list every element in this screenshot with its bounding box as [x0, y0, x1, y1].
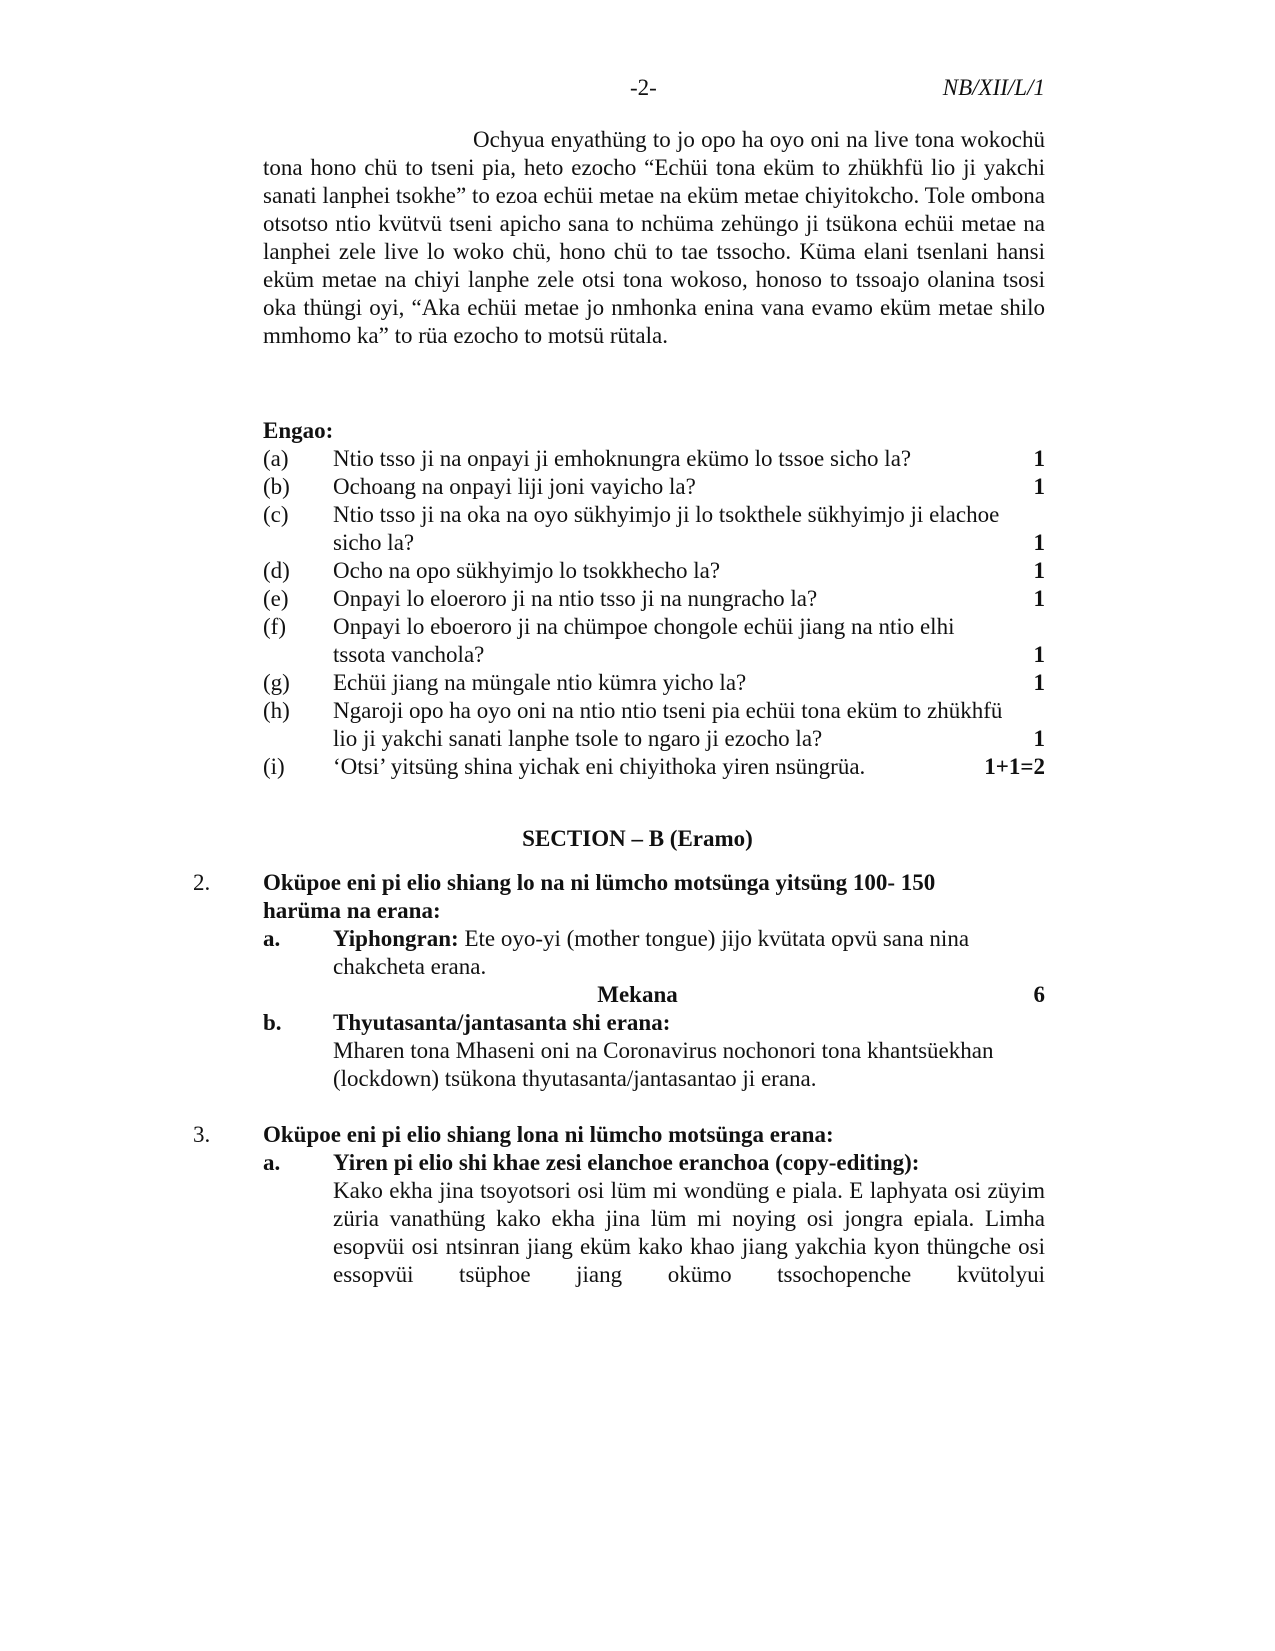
passage: Ochyua enyathüng to jo opo ha oyo oni na live tona wokochü tona hono chü to tseni pia, heto ezocho “Echüi tona eküm to zhükhfü lio ji yakchi sanati lanphei tsokhe” to ezoa echüi metae na eküm metae chiyitokcho. Tole ombona otsotso ntio kvütvü tseni apicho sana to nchüma zehüngo ji tsükona echüi metae na lanphei zele live lo woko chü, hono chü to tae tssocho. Küma elani tsenlani hansi eküm metae na chiyi lanphe zele otsi tona wokoso, honoso to tssoajo olanina tsosi oka thüngi oyi, “Aka echüi metae jo nmhonka enina vana evamo eküm metae shilo mmhomo ka” to rüa ezocho to motsü rütala. — [263, 127, 1045, 348]
question-marks: 1 — [1033, 670, 1045, 695]
question-label: (e) — [263, 586, 289, 611]
question-list — [263, 445, 1045, 781]
question-label: (c) — [263, 502, 289, 527]
question-row — [263, 697, 1045, 753]
question-marks: 1 — [1033, 726, 1045, 751]
q2-option-b-text: Mharen tona Mhaseni oni na Coronavirus nochonori tona khantsüekhan (lockdown) tsükona thyutasanta/jantasantao ji erana. — [333, 1038, 994, 1091]
q3-number: 3. — [193, 1122, 211, 1147]
q2-prompt: Oküpoe eni pi elio shiang lo na ni lümcho motsünga yitsüng 100- 150 harüma na erana: — [263, 870, 936, 923]
question-text: Ngaroji opo ha oyo oni na ntio ntio tseni pia echüi tona eküm to zhükhfü lio ji yakchi sanati lanphe tsole to ngaro ji ezocho la? — [333, 698, 1003, 751]
question-marks: 1 — [1033, 446, 1045, 471]
question-label: (i) — [263, 754, 285, 779]
question-text: Onpayi lo eboeroro ji na chümpoe chongole echüi jiang na ntio elhi tssota vanchola? — [333, 614, 955, 667]
question-label: (g) — [263, 670, 290, 695]
section-title: SECTION – B (Eramo) — [522, 826, 753, 851]
question-text: Ocho na opo sükhyimjo lo tsokkhecho la? — [333, 558, 721, 583]
q2-option-a-label: a. — [263, 926, 281, 951]
q2-option-b-title: Thyutasanta/jantasanta shi erana: — [333, 1010, 671, 1035]
q3-prompt: Oküpoe eni pi elio shiang lona ni lümcho motsünga erana: — [263, 1122, 834, 1147]
question-label: (a) — [263, 446, 289, 471]
q3-option-a-label: a. — [263, 1150, 281, 1175]
question-label: (b) — [263, 474, 290, 499]
question-row — [263, 473, 1045, 501]
page-number: -2- — [630, 75, 657, 100]
question-text: Onpayi lo eloeroro ji na ntio tsso ji na nungracho la? — [333, 586, 818, 611]
question-marks: 1 — [1033, 530, 1045, 555]
questions-heading: Engao: — [263, 418, 334, 443]
question-row — [263, 613, 1045, 669]
question-row — [263, 557, 1045, 585]
question-text: Ochoang na onpayi liji joni vayicho la? — [333, 474, 696, 499]
paper-code: NB/XII/L/1 — [942, 75, 1045, 100]
q2-option-a-text: Ete oyo-yi (mother tongue) jijo kvütata opvü sana nina chakcheta erana. — [333, 926, 970, 979]
question-label: (f) — [263, 614, 286, 639]
question-marks: 1+1=2 — [984, 754, 1045, 779]
question-row — [263, 753, 1045, 781]
question-marks: 1 — [1033, 586, 1045, 611]
q2-option-a-title: Yiphongran: — [333, 926, 459, 951]
question-marks: 1 — [1033, 558, 1045, 583]
q2-option-a — [333, 925, 1045, 981]
question-marks: 1 — [1033, 474, 1045, 499]
question-text: Ntio tsso ji na onpayi ji emhoknungra ekümo lo tssoe sicho la? — [333, 446, 912, 471]
q2-number: 2. — [193, 870, 211, 895]
question-text: Echüi jiang na müngale ntio kümra yicho la? — [333, 670, 747, 695]
question-row — [263, 501, 1045, 557]
question-row — [263, 445, 1045, 473]
q3-option-a-title: Yiren pi elio shi khae zesi elanchoe eranchoa (copy-editing): — [333, 1150, 920, 1175]
question-label: (d) — [263, 558, 290, 583]
question-row — [263, 669, 1045, 697]
question-text: ‘Otsi’ yitsüng shina yichak eni chiyithoka yiren nsüngrüa. — [333, 754, 866, 779]
question-label: (h) — [263, 698, 290, 723]
q2-marks: 6 — [1033, 982, 1045, 1007]
q3-option-a-text: Kako ekha jina tsoyotsori osi lüm mi wondüng e piala. E laphyata osi züyim züria vanathüng kako ekha jina lüm mi noying osi jongra epiala. Limha esopvüi osi ntsinran jiang eküm kako khao jiang yakchia kyon thüngche osi essopvüi tsüphoe jiang okümo tssochopenche kvütolyui — [333, 1178, 1045, 1287]
question-row — [263, 585, 1045, 613]
question-text: Ntio tsso ji na oka na oyo sükhyimjo ji lo tsokthele sükhyimjo ji elachoe sicho la? — [333, 502, 1000, 555]
q2-option-b-label: b. — [263, 1010, 282, 1035]
or-label: Mekana — [597, 982, 678, 1007]
question-marks: 1 — [1033, 642, 1045, 667]
